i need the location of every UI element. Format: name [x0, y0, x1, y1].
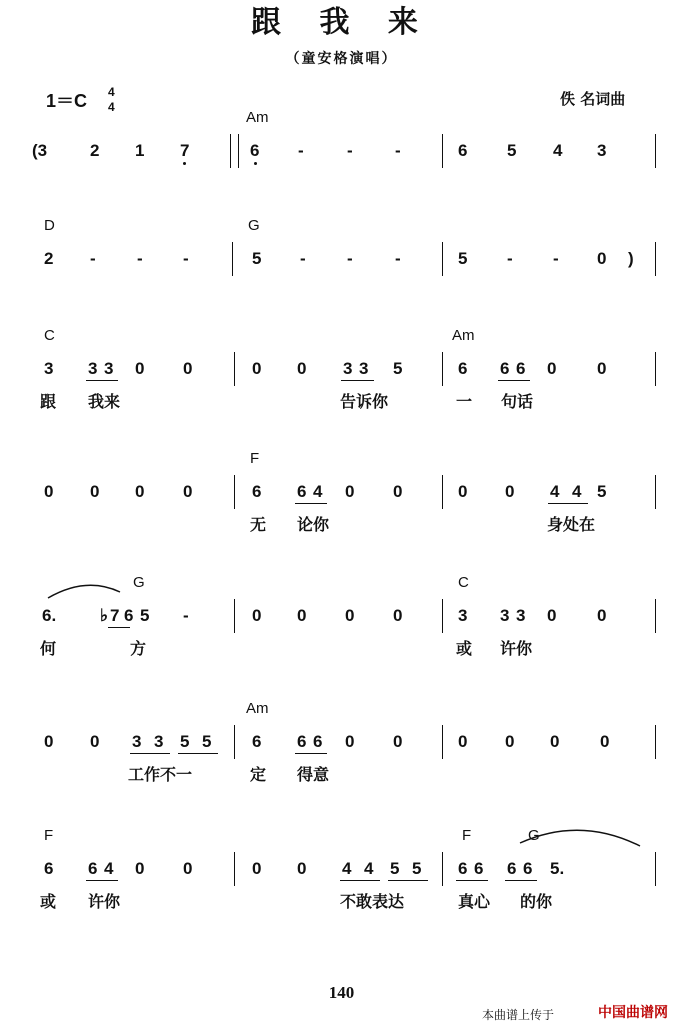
note-symbol: 6	[313, 732, 323, 751]
note-symbol: 0	[183, 482, 193, 501]
site-logo-text: 中国曲谱网	[598, 1005, 668, 1021]
note-symbol: 3	[88, 359, 98, 378]
note-symbol: 5	[252, 249, 262, 268]
note-symbol: 0	[135, 359, 145, 378]
note-symbol: )	[628, 249, 634, 268]
lyric-text: 定	[250, 765, 267, 784]
note-symbol: 0	[393, 482, 403, 501]
page-number: 140	[328, 983, 355, 1002]
note-symbol: 0	[550, 732, 560, 751]
lyric-text: 得意	[297, 765, 330, 784]
note-symbol: 4	[550, 482, 560, 501]
beam-underline	[341, 380, 374, 381]
note-symbol: 4	[364, 859, 374, 878]
bar-line	[655, 352, 656, 386]
bar-line	[442, 852, 443, 886]
note-symbol: 6	[88, 859, 98, 878]
beam-underline	[456, 880, 488, 881]
beam-underline	[388, 880, 428, 881]
bar-line	[655, 134, 656, 168]
note-symbol: 7	[110, 606, 120, 625]
note-symbol: 6	[252, 732, 262, 751]
note-symbol: 3	[44, 359, 54, 378]
note-symbol: 4	[313, 482, 323, 501]
composer-credit: 佚 名词曲	[560, 90, 626, 108]
note-symbol: 0	[547, 359, 557, 378]
note-symbol: 6	[516, 359, 526, 378]
note-symbol: 0	[597, 606, 607, 625]
bar-line	[234, 852, 235, 886]
note-symbol: 5	[202, 732, 212, 751]
bar-line	[234, 352, 235, 386]
note-symbol: -	[347, 249, 353, 268]
note-symbol: -	[183, 249, 189, 268]
note-symbol: -	[507, 249, 513, 268]
octave-dot	[183, 162, 186, 165]
note-symbol: 0	[297, 359, 307, 378]
note-symbol: (3	[32, 141, 48, 160]
lyric-text: 真心	[458, 892, 491, 911]
chord-symbol: Am	[246, 700, 269, 717]
note-symbol: 0	[505, 732, 515, 751]
lyric-text: 我来	[88, 392, 121, 411]
beam-underline	[505, 880, 537, 881]
note-symbol: 0	[90, 482, 100, 501]
octave-dot	[254, 162, 257, 165]
note-symbol: 0	[44, 482, 54, 501]
note-symbol: -	[183, 606, 189, 625]
bar-line	[655, 725, 656, 759]
note-symbol: 6	[458, 141, 468, 160]
note-symbol: 3	[104, 359, 114, 378]
bar-line	[655, 852, 656, 886]
note-symbol: 5	[507, 141, 517, 160]
note-symbol: 0	[183, 859, 193, 878]
note-symbol: 6	[523, 859, 533, 878]
beam-underline	[295, 503, 327, 504]
bar-line	[442, 242, 443, 276]
note-symbol: 5	[597, 482, 607, 501]
note-symbol: 3	[154, 732, 164, 751]
note-symbol: 0	[252, 859, 262, 878]
note-symbol: 0	[345, 732, 355, 751]
chord-symbol: Am	[246, 109, 269, 126]
beam-underline	[295, 753, 327, 754]
beam-underline	[130, 753, 170, 754]
note-symbol: 4	[572, 482, 582, 501]
lyric-text: 许你	[88, 892, 121, 911]
note-symbol: 5	[390, 859, 400, 878]
lyric-text: 身处在	[547, 515, 596, 534]
note-symbol: 3	[132, 732, 142, 751]
note-symbol: 6	[250, 141, 260, 160]
note-symbol: 6	[297, 732, 307, 751]
note-symbol: 2	[90, 141, 100, 160]
note-symbol: 6	[252, 482, 262, 501]
chord-symbol: G	[248, 217, 260, 234]
bar-line	[655, 242, 656, 276]
note-symbol: 0	[252, 359, 262, 378]
note-symbol: 3	[597, 141, 607, 160]
note-symbol: ♭	[100, 606, 109, 625]
note-symbol: 5	[458, 249, 468, 268]
note-symbol: 0	[393, 732, 403, 751]
chord-symbol: Am	[452, 327, 475, 344]
note-symbol: 5	[412, 859, 422, 878]
bar-line	[234, 475, 235, 509]
lyric-text: 论你	[297, 515, 330, 534]
note-symbol: 6	[297, 482, 307, 501]
time-signature-numerator: 4	[108, 85, 115, 99]
bar-line	[442, 134, 443, 168]
lyric-text: 无	[250, 515, 267, 534]
beam-underline	[548, 503, 588, 504]
lyric-text: 或	[456, 639, 473, 658]
note-symbol: 0	[44, 732, 54, 751]
lyric-text: 一	[456, 392, 473, 411]
note-symbol: -	[553, 249, 559, 268]
note-symbol: 0	[297, 606, 307, 625]
note-symbol: 5	[393, 359, 403, 378]
bar-line	[232, 242, 233, 276]
note-symbol: 5.	[550, 859, 565, 878]
note-symbol: 3	[343, 359, 353, 378]
chord-symbol: G	[133, 574, 145, 591]
lyric-text: 句话	[501, 392, 534, 411]
note-symbol: -	[395, 141, 401, 160]
lyric-text: 不敢表达	[340, 892, 405, 911]
lyric-text: 跟	[40, 392, 57, 411]
note-symbol: 0	[458, 482, 468, 501]
note-symbol: 4	[104, 859, 114, 878]
slur-arc	[48, 585, 120, 598]
note-symbol: 0	[505, 482, 515, 501]
upload-note: 本曲谱上传于	[482, 1008, 555, 1022]
lyric-text: 告诉你	[340, 392, 389, 411]
note-symbol: 0	[135, 482, 145, 501]
note-symbol: -	[137, 249, 143, 268]
note-symbol: 5	[140, 606, 150, 625]
time-signature-denominator: 4	[108, 100, 115, 114]
note-symbol: 7	[180, 141, 190, 160]
note-symbol: 0	[393, 606, 403, 625]
note-symbol: -	[395, 249, 401, 268]
note-symbol: 0	[183, 359, 193, 378]
note-symbol: 0	[345, 482, 355, 501]
chord-symbol: C	[44, 327, 55, 344]
bar-line	[655, 599, 656, 633]
bar-line	[655, 475, 656, 509]
note-symbol: 3	[516, 606, 526, 625]
note-symbol: 4	[553, 141, 563, 160]
chord-symbol: F	[44, 827, 54, 844]
bar-line	[234, 725, 235, 759]
chord-symbol: D	[44, 217, 55, 234]
note-symbol: 0	[345, 606, 355, 625]
lyric-text: 工作不一	[128, 765, 193, 784]
lyric-text: 的你	[520, 892, 553, 911]
note-symbol: 3	[500, 606, 510, 625]
note-symbol: 0	[135, 859, 145, 878]
note-symbol: 0	[90, 732, 100, 751]
note-symbol: 6	[124, 606, 134, 625]
bar-line	[442, 475, 443, 509]
song-subtitle: （童安格演唱）	[285, 51, 398, 67]
lyric-text: 方	[130, 639, 147, 658]
chord-symbol: G	[528, 827, 540, 844]
note-symbol: 0	[547, 606, 557, 625]
note-symbol: -	[90, 249, 96, 268]
note-symbol: 6.	[42, 606, 57, 625]
bar-line	[442, 352, 443, 386]
chord-symbol: F	[462, 827, 472, 844]
bar-line	[238, 134, 239, 168]
note-symbol: 3	[359, 359, 369, 378]
chord-symbol: C	[458, 574, 469, 591]
note-symbol: 6	[500, 359, 510, 378]
lyric-text: 许你	[500, 639, 533, 658]
note-symbol: 0	[252, 606, 262, 625]
note-symbol: 6	[44, 859, 54, 878]
beam-underline	[340, 880, 380, 881]
key-signature: 1＝C	[46, 91, 88, 111]
note-symbol: 6	[458, 859, 468, 878]
note-symbol: 2	[44, 249, 54, 268]
note-symbol: 4	[342, 859, 352, 878]
note-symbol: 0	[458, 732, 468, 751]
note-symbol: -	[298, 141, 304, 160]
note-symbol: 6	[507, 859, 517, 878]
lyric-text: 或	[40, 892, 57, 911]
bar-line	[230, 134, 231, 168]
note-symbol: 1	[135, 141, 145, 160]
beam-underline	[498, 380, 530, 381]
note-symbol: 0	[600, 732, 610, 751]
note-symbol: 6	[474, 859, 484, 878]
bar-line	[442, 599, 443, 633]
note-symbol: 0	[297, 859, 307, 878]
note-symbol: 3	[458, 606, 468, 625]
note-symbol: 0	[597, 359, 607, 378]
beam-underline	[108, 627, 130, 628]
bar-line	[442, 725, 443, 759]
bar-line	[234, 599, 235, 633]
note-symbol: 5	[180, 732, 190, 751]
chord-symbol: F	[250, 450, 260, 467]
lyric-text: 何	[40, 639, 57, 658]
beam-underline	[86, 880, 118, 881]
note-symbol: -	[347, 141, 353, 160]
note-symbol: -	[300, 249, 306, 268]
song-title: 跟 我 来	[251, 5, 432, 40]
note-symbol: 0	[597, 249, 607, 268]
beam-underline	[86, 380, 118, 381]
beam-underline	[178, 753, 218, 754]
note-symbol: 6	[458, 359, 468, 378]
